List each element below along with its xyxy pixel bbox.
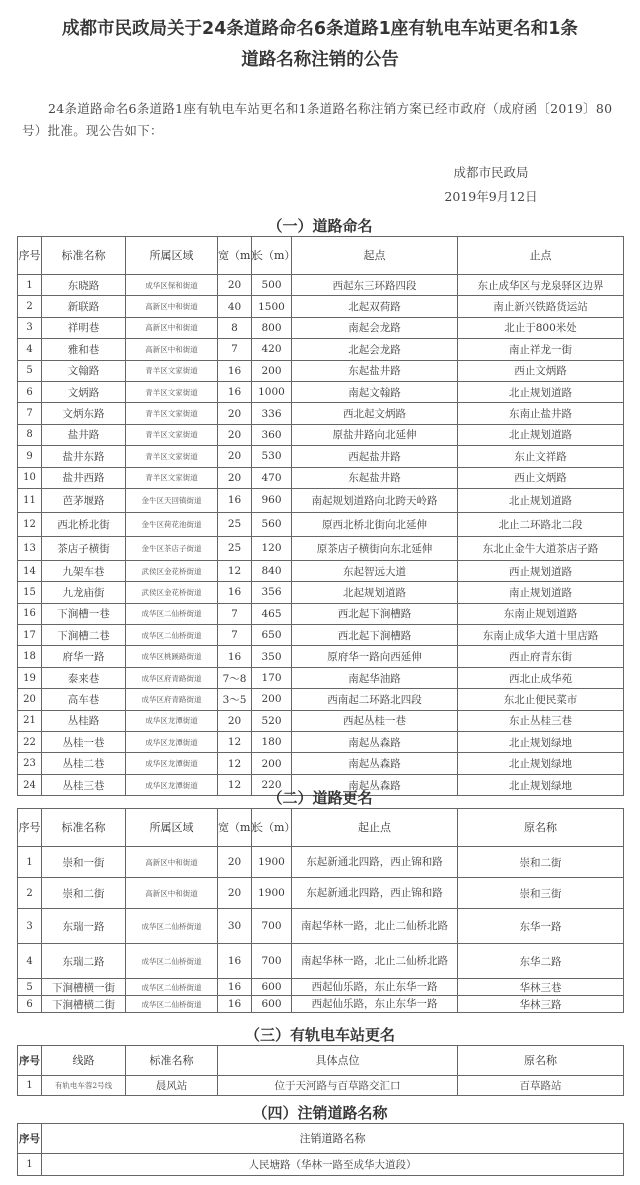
cell-line: 有轨电车蓉2号线: [42, 1076, 126, 1096]
cell-name: 芭茅堰路: [42, 488, 126, 512]
cell-end: 西止文炳路: [458, 360, 624, 381]
cell-seq: 4: [18, 944, 42, 979]
cell-start-end: 东起新通北四路，西止锦和路: [292, 847, 458, 878]
cell-length: 840: [252, 560, 292, 581]
header-area: 所属区域: [126, 809, 218, 847]
cell-start: 原茶店子横街向东北延伸: [292, 536, 458, 560]
cell-length: 200: [252, 689, 292, 710]
cell-end: 南止新兴铁路货运站: [458, 296, 624, 317]
cell-start: 西南起二环路北四段: [292, 689, 458, 710]
cell-name: 崇和一街: [42, 847, 126, 878]
cell-width: 7: [218, 625, 252, 646]
cell-end: 北止规划绿地: [458, 732, 624, 753]
cell-length: 1900: [252, 878, 292, 909]
cell-seq: 19: [18, 667, 42, 688]
table-row: [18, 847, 624, 878]
cell-width: 20: [218, 424, 252, 445]
cell-seq: 9: [18, 446, 42, 467]
cell-end: 北止规划道路: [458, 381, 624, 402]
cell-name: 下涧槽一巷: [42, 603, 126, 624]
header-width: 宽（m）: [218, 809, 252, 847]
cell-area: 成华区二仙桥街道: [126, 996, 218, 1013]
table-row: [18, 625, 624, 646]
cell-end: 南止规划道路: [458, 582, 624, 603]
cell-start-end: 东起新通北四路，西止锦和路: [292, 878, 458, 909]
signature-date: 2019年9月12日: [444, 189, 538, 204]
cell-width: 7: [218, 339, 252, 360]
cell-end: 东止文祥路: [458, 446, 624, 467]
cell-name: 九龙庙街: [42, 582, 126, 603]
cell-area: 成华区府青路街道: [126, 667, 218, 688]
cell-area: 成华区龙潭街道: [126, 774, 218, 795]
cell-length: 1000: [252, 381, 292, 402]
cell-start: 东起智远大道: [292, 560, 458, 581]
cell-seq: 16: [18, 603, 42, 624]
table-header-row: [18, 237, 624, 275]
cell-original-name: 东华二路: [458, 944, 624, 979]
cell-name: 盐井路: [42, 424, 126, 445]
header-standard-name: 标准名称: [126, 1046, 218, 1076]
cell-end: 北止规划绿地: [458, 753, 624, 774]
cell-start: 南起丛森路: [292, 774, 458, 795]
header-seq: 序号: [18, 1124, 42, 1154]
cell-name: 东瑞二路: [42, 944, 126, 979]
cell-end: 东北止便民菜市: [458, 689, 624, 710]
cell-length: 470: [252, 467, 292, 488]
cell-width: 16: [218, 381, 252, 402]
cell-original-name: 崇和二街: [458, 847, 624, 878]
cell-end: 西止府青东街: [458, 646, 624, 667]
table-row: [18, 979, 624, 996]
section-2-title: （二）道路更名: [267, 789, 373, 807]
road-renaming-table: [17, 808, 624, 1013]
cell-name: 下涧槽二巷: [42, 625, 126, 646]
cell-width: 16: [218, 360, 252, 381]
table-row: [18, 317, 624, 338]
cell-area: 青羊区文家街道: [126, 424, 218, 445]
table-row: [18, 360, 624, 381]
table-header-row: [18, 1046, 624, 1076]
cell-seq: 1: [18, 1154, 42, 1176]
cell-area: 成华区二仙桥街道: [126, 625, 218, 646]
cell-name: 东瑞一路: [42, 909, 126, 944]
cell-start: 南起会龙路: [292, 317, 458, 338]
header-original-name: 原名称: [458, 809, 624, 847]
cell-area: 成华区桃蹊路街道: [126, 646, 218, 667]
cell-seq: 20: [18, 689, 42, 710]
table-row: [18, 512, 624, 536]
table-row: [18, 560, 624, 581]
cell-area: 金牛区荷花池街道: [126, 512, 218, 536]
cell-length: 530: [252, 446, 292, 467]
cell-length: 600: [252, 996, 292, 1013]
cell-name: 丛桂三巷: [42, 774, 126, 795]
header-seq: 序号: [18, 237, 42, 275]
cell-original-name: 百草路站: [458, 1076, 624, 1096]
cell-seq: 6: [18, 996, 42, 1013]
cell-area: 青羊区文家街道: [126, 403, 218, 424]
table-row: [18, 582, 624, 603]
cell-end: 北止二环路北二段: [458, 512, 624, 536]
cell-width: 25: [218, 536, 252, 560]
cell-name: 茶店子横街: [42, 536, 126, 560]
cell-seq: 17: [18, 625, 42, 646]
cell-seq: 3: [18, 909, 42, 944]
cancelled-road-rows: [18, 1154, 624, 1176]
cell-name: 盐井东路: [42, 446, 126, 467]
cell-length: 960: [252, 488, 292, 512]
cell-area: 武侯区金花桥街道: [126, 582, 218, 603]
cell-seq: 18: [18, 646, 42, 667]
cell-original-name: 东华一路: [458, 909, 624, 944]
cell-area: 高新区中和街道: [126, 296, 218, 317]
cell-seq: 13: [18, 536, 42, 560]
table-row: [18, 296, 624, 317]
tram-station-table: [17, 1045, 624, 1096]
cell-original-name: 华林三路: [458, 996, 624, 1013]
header-length: 长（m）: [252, 809, 292, 847]
cell-area: 金牛区茶店子街道: [126, 536, 218, 560]
cell-seq: 7: [18, 403, 42, 424]
cell-start: 原盐井路向北延伸: [292, 424, 458, 445]
cell-length: 336: [252, 403, 292, 424]
cell-length: 420: [252, 339, 292, 360]
cell-width: 16: [218, 646, 252, 667]
cell-start: 西起盐井路: [292, 446, 458, 467]
table-row: [18, 339, 624, 360]
cell-area: 成华区二仙桥街道: [126, 909, 218, 944]
cell-name: 文炳路: [42, 381, 126, 402]
cell-end: 南止祥龙一街: [458, 339, 624, 360]
cell-width: 3～5: [218, 689, 252, 710]
cell-seq: 12: [18, 512, 42, 536]
road-naming-rows: [18, 275, 624, 796]
cell-start: 北起会龙路: [292, 339, 458, 360]
cell-width: 16: [218, 979, 252, 996]
cell-area: 成华区龙潭街道: [126, 753, 218, 774]
cell-name: 文翰路: [42, 360, 126, 381]
cell-area: 高新区中和街道: [126, 339, 218, 360]
cell-area: 高新区中和街道: [126, 878, 218, 909]
cell-name: 九架车巷: [42, 560, 126, 581]
cell-name: 泰来巷: [42, 667, 126, 688]
cell-width: 16: [218, 944, 252, 979]
table-row: [18, 646, 624, 667]
cell-width: 12: [218, 753, 252, 774]
cell-length: 356: [252, 582, 292, 603]
cell-seq: 11: [18, 488, 42, 512]
header-length: 长（m）: [252, 237, 292, 275]
cell-end: 北止于800米处: [458, 317, 624, 338]
cell-area: 成华区龙潭街道: [126, 710, 218, 731]
header-line: 线路: [42, 1046, 126, 1076]
cell-name: 文炳东路: [42, 403, 126, 424]
cell-width: 30: [218, 909, 252, 944]
cell-length: 700: [252, 909, 292, 944]
cell-length: 560: [252, 512, 292, 536]
cell-name: 丛桂路: [42, 710, 126, 731]
cell-seq: 1: [18, 275, 42, 296]
cell-end: 北止规划绿地: [458, 774, 624, 795]
cell-length: 220: [252, 774, 292, 795]
cell-start: 原府华一路向西延伸: [292, 646, 458, 667]
cell-end: 东止成华区与龙泉驿区边界: [458, 275, 624, 296]
cell-width: 40: [218, 296, 252, 317]
cell-length: 170: [252, 667, 292, 688]
table-row: [18, 403, 624, 424]
header-area: 所属区域: [126, 237, 218, 275]
table-row: [18, 536, 624, 560]
cell-start: 南起文翰路: [292, 381, 458, 402]
cell-seq: 5: [18, 360, 42, 381]
cell-end: 东止丛桂三巷: [458, 710, 624, 731]
cell-width: 8: [218, 317, 252, 338]
cell-name: 丛桂二巷: [42, 753, 126, 774]
cell-width: 20: [218, 878, 252, 909]
cell-start: 西起东三环路四段: [292, 275, 458, 296]
cell-name: 晨风站: [126, 1076, 218, 1096]
table-row: [18, 1154, 624, 1176]
cell-seq: 15: [18, 582, 42, 603]
cell-name: 盐井西路: [42, 467, 126, 488]
cell-name: 西北桥北街: [42, 512, 126, 536]
table-row: [18, 467, 624, 488]
cell-seq: 10: [18, 467, 42, 488]
cell-name: 高车巷: [42, 689, 126, 710]
cell-width: 20: [218, 847, 252, 878]
cell-length: 200: [252, 360, 292, 381]
cell-start: 西北起下涧槽路: [292, 625, 458, 646]
section-3-title: （三）有轨电车站更名: [244, 1026, 395, 1044]
cell-area: 成华区二仙桥街道: [126, 944, 218, 979]
cell-width: 16: [218, 996, 252, 1013]
header-start-end: 起止点: [292, 809, 458, 847]
cell-start: 南起华油路: [292, 667, 458, 688]
cell-length: 600: [252, 979, 292, 996]
cell-length: 465: [252, 603, 292, 624]
cell-length: 120: [252, 536, 292, 560]
cell-area: 青羊区文家街道: [126, 381, 218, 402]
cancelled-road-table: [17, 1123, 624, 1176]
cell-width: 16: [218, 582, 252, 603]
cell-seq: 1: [18, 1076, 42, 1096]
cell-start-end: 南起华林一路，北止二仙桥北路: [292, 944, 458, 979]
cell-end: 东南止盐井路: [458, 403, 624, 424]
cell-length: 700: [252, 944, 292, 979]
cell-length: 350: [252, 646, 292, 667]
cell-start: 北起规划道路: [292, 582, 458, 603]
announcement-title: [0, 14, 640, 76]
table-row: [18, 996, 624, 1013]
cell-length: 200: [252, 753, 292, 774]
cell-width: 20: [218, 275, 252, 296]
cell-start: 西北起下涧槽路: [292, 603, 458, 624]
cell-original-name: 华林三巷: [458, 979, 624, 996]
cell-start: 西起丛桂一巷: [292, 710, 458, 731]
cell-start: 南起丛森路: [292, 732, 458, 753]
title-line-1: 成都市民政局关于24条道路命名6条道路1座有轨电车站更名和1条: [62, 19, 578, 39]
signature-org: 成都市民政局: [453, 165, 529, 180]
cell-seq: 4: [18, 339, 42, 360]
cell-width: 20: [218, 446, 252, 467]
cell-length: 800: [252, 317, 292, 338]
cell-width: 20: [218, 710, 252, 731]
cell-width: 7: [218, 603, 252, 624]
header-standard-name: 标准名称: [42, 809, 126, 847]
cell-cancelled-road-name: 人民塘路（华林一路至成华大道段）: [42, 1154, 624, 1176]
table-row: [18, 381, 624, 402]
cell-length: 650: [252, 625, 292, 646]
cell-name: 下涧槽横二街: [42, 996, 126, 1013]
cell-area: 武侯区金花桥街道: [126, 560, 218, 581]
title-line-2: 道路名称注销的公告: [241, 50, 399, 70]
cell-seq: 5: [18, 979, 42, 996]
header-original-name: 原名称: [458, 1046, 624, 1076]
cell-width: 20: [218, 467, 252, 488]
table-row: [18, 488, 624, 512]
cell-area: 青羊区文家街道: [126, 467, 218, 488]
cell-seq: 14: [18, 560, 42, 581]
road-renaming-rows: [18, 847, 624, 1013]
header-cancelled-road-name: 注销道路名称: [42, 1124, 624, 1154]
cell-start-end: 西起仙乐路，东止东华一路: [292, 979, 458, 996]
cell-area: 高新区中和街道: [126, 317, 218, 338]
cell-end: 北止规划道路: [458, 424, 624, 445]
cell-length: 360: [252, 424, 292, 445]
section-1-title: （一）道路命名: [267, 217, 373, 235]
cell-end: 西止规划道路: [458, 560, 624, 581]
cell-start: 北起双荷路: [292, 296, 458, 317]
header-width: 宽（m）: [218, 237, 252, 275]
table-row: [18, 753, 624, 774]
cell-area: 成华区二仙桥街道: [126, 603, 218, 624]
cell-length: 520: [252, 710, 292, 731]
cell-area: 成华区府青路街道: [126, 689, 218, 710]
cell-width: 12: [218, 560, 252, 581]
cell-seq: 8: [18, 424, 42, 445]
cell-end: 北止规划道路: [458, 488, 624, 512]
road-naming-table: [17, 236, 624, 796]
cell-original-name: 崇和三街: [458, 878, 624, 909]
tram-station-rows: [18, 1076, 624, 1096]
cell-area: 成华区二仙桥街道: [126, 979, 218, 996]
cell-width: 12: [218, 732, 252, 753]
cell-end: 西北止成华苑: [458, 667, 624, 688]
table-row: [18, 667, 624, 688]
cell-name: 府华一路: [42, 646, 126, 667]
table-row: [18, 424, 624, 445]
cell-location: 位于天河路与百草路交汇口: [218, 1076, 458, 1096]
table-row: [18, 732, 624, 753]
cell-start: 南起规划道路向北跨天岭路: [292, 488, 458, 512]
table-header-row: [18, 1124, 624, 1154]
cell-end: 东南止成华大道十里店路: [458, 625, 624, 646]
cell-name: 东晓路: [42, 275, 126, 296]
cell-area: 成华区保和街道: [126, 275, 218, 296]
cell-length: 1500: [252, 296, 292, 317]
cell-name: 祥明巷: [42, 317, 126, 338]
cell-end: 西止文炳路: [458, 467, 624, 488]
table-row: [18, 275, 624, 296]
header-seq: 序号: [18, 809, 42, 847]
cell-start-end: 西起仙乐路，东止东华一路: [292, 996, 458, 1013]
cell-end: 东南止规划道路: [458, 603, 624, 624]
cell-area: 青羊区文家街道: [126, 360, 218, 381]
cell-width: 16: [218, 488, 252, 512]
cell-width: 25: [218, 512, 252, 536]
table-row: [18, 878, 624, 909]
cell-seq: 2: [18, 878, 42, 909]
cell-width: 12: [218, 774, 252, 795]
cell-name: 新联路: [42, 296, 126, 317]
cell-start-end: 南起华林一路，北止二仙桥北路: [292, 909, 458, 944]
table-row: [18, 603, 624, 624]
header-seq: 序号: [18, 1046, 42, 1076]
cell-end: 东北止金牛大道茶店子路: [458, 536, 624, 560]
table-row: [18, 446, 624, 467]
cell-area: 金牛区天回镇街道: [126, 488, 218, 512]
header-start: 起点: [292, 237, 458, 275]
cell-seq: 6: [18, 381, 42, 402]
cell-seq: 23: [18, 753, 42, 774]
header-standard-name: 标准名称: [42, 237, 126, 275]
cell-name: 丛桂一巷: [42, 732, 126, 753]
cell-width: 20: [218, 403, 252, 424]
cell-start: 西北起文炳路: [292, 403, 458, 424]
cell-name: 雅和巷: [42, 339, 126, 360]
cell-area: 青羊区文家街道: [126, 446, 218, 467]
cell-seq: 1: [18, 847, 42, 878]
table-row: [18, 710, 624, 731]
table-header-row: [18, 809, 624, 847]
cell-area: 成华区龙潭街道: [126, 732, 218, 753]
table-row: [18, 1076, 624, 1096]
cell-seq: 21: [18, 710, 42, 731]
cell-width: 7～8: [218, 667, 252, 688]
cell-area: 高新区中和街道: [126, 847, 218, 878]
cell-length: 180: [252, 732, 292, 753]
cell-name: 下涧槽横一街: [42, 979, 126, 996]
intro-paragraph: 24条道路命名6条道路1座有轨电车站更名和1条道路名称注销方案已经市政府（成府函〔2019〕80号）批准。现公告如下：: [22, 101, 613, 138]
cell-start: 南起丛森路: [292, 753, 458, 774]
table-row: [18, 909, 624, 944]
cell-seq: 22: [18, 732, 42, 753]
cell-length: 500: [252, 275, 292, 296]
header-end: 止点: [458, 237, 624, 275]
section-4-title: （四）注销道路名称: [252, 1104, 388, 1122]
cell-seq: 2: [18, 296, 42, 317]
cell-start: 东起盐井路: [292, 467, 458, 488]
cell-seq: 24: [18, 774, 42, 795]
cell-start: 东起盐井路: [292, 360, 458, 381]
cell-seq: 3: [18, 317, 42, 338]
table-row: [18, 944, 624, 979]
cell-length: 1900: [252, 847, 292, 878]
cell-name: 崇和二街: [42, 878, 126, 909]
table-row: [18, 689, 624, 710]
header-location: 具体点位: [218, 1046, 458, 1076]
cell-start: 原西北桥北街向北延伸: [292, 512, 458, 536]
